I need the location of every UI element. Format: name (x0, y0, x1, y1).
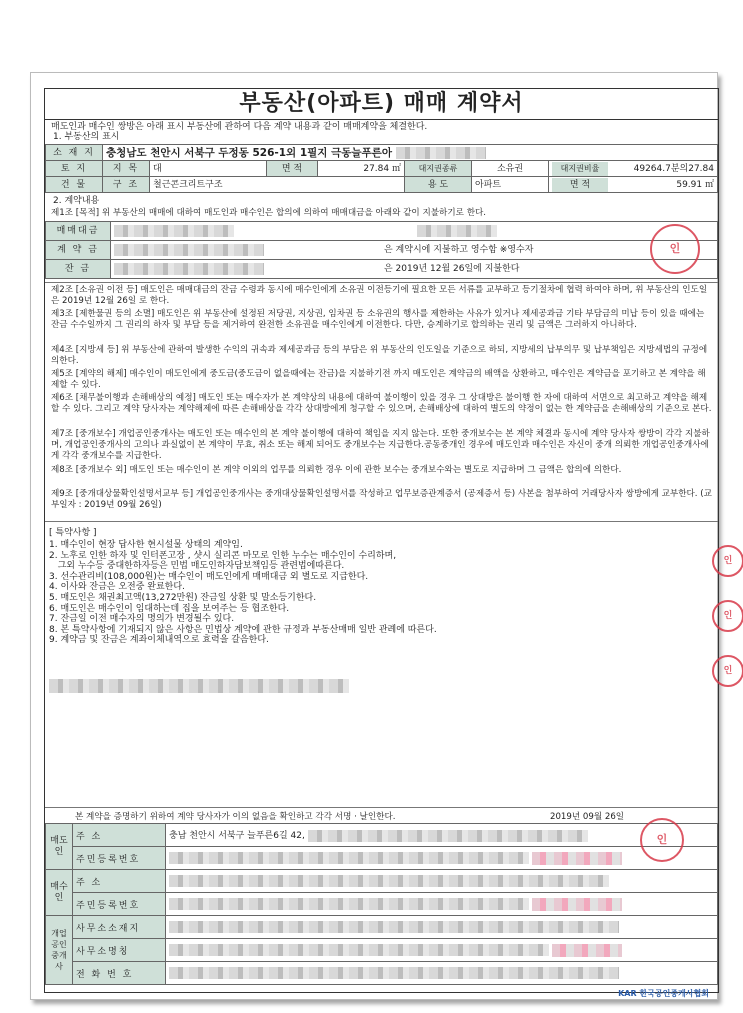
redacted-block (169, 944, 549, 956)
deposit-value (111, 241, 718, 260)
agent-office-name-value (166, 939, 718, 962)
intro-text: 매도인과 매수인 쌍방은 아래 표시 부동산에 관하여 다음 계약 내용과 같이 매매계약을 체결한다. (51, 122, 428, 132)
price-label: 매매대금 (46, 222, 111, 241)
sign-statement: 본 계약을 증명하기 위하여 계약 당사자가 이의 없음을 확인하고 각각 서명 · 날인한다. (75, 812, 396, 822)
redacted-stamp (532, 852, 622, 865)
red-seal-stamp-edge: 인 (712, 600, 743, 632)
buyer-id-label: 주민등록번호 (73, 893, 166, 916)
divider (45, 282, 718, 283)
redacted-block (49, 679, 349, 693)
association-logo: KAR 한국공인중개사협회 (618, 989, 709, 998)
balance-value (111, 260, 718, 279)
redacted-block (308, 830, 588, 842)
special-item: 4. 이사와 잔금은 오전중 완료한다. (49, 582, 185, 593)
agent-phone-value (166, 962, 718, 985)
special-item: 1. 매수인이 현장 답사한 현시설물 상태의 계약임. (49, 540, 243, 550)
price-value (111, 222, 718, 241)
balance-label: 잔 금 (46, 260, 111, 279)
agent-office-name-label: 사무소명칭 (73, 939, 166, 962)
article-9: 제9조 [중개대상물확인설명서교부 등] 개업공인중개사는 중개대상물확인설명서를 작성하고 업무보증관계증서 (공제증서 등) 사본을 첨부하여 거래당사자 쌍방에게 교부한다. (교부일자 : 2019년 09월 26일) (51, 489, 712, 510)
building-area-cell (549, 177, 718, 193)
red-seal-stamp-edge: 인 (712, 655, 743, 687)
special-item: 6. 매도인은 매수인이 임대하는데 집을 보여주는 등 협조한다. (49, 603, 290, 614)
special-item: 그외 누수등 중대한하자등은 민법 매도인하자담보책임등 관련법에따른다. (49, 561, 345, 572)
agent-office-address-label: 사무소소재지 (73, 916, 166, 939)
red-seal-stamp: 인 (650, 224, 700, 274)
redacted-block (169, 921, 619, 933)
seller-address-label: 주 소 (73, 824, 166, 847)
land-right-ratio-value: 49264.7분의27.84 (633, 163, 714, 174)
seller-id-value (166, 847, 718, 870)
red-seal-stamp: 인 (640, 818, 684, 862)
redacted-block (396, 147, 486, 159)
land-right-type-label: 대지권종류 (405, 161, 472, 177)
redacted-note (49, 675, 349, 694)
building-label: 건 물 (46, 177, 103, 193)
special-item: 5. 매도인은 채권최고액(13,272만원) 잔금일 상환 및 말소등기한다. (49, 592, 317, 603)
article-3: 제3조 [제한물권 등의 소멸] 매도인은 위 부동산에 설정된 저당권, 지상권, 임차권 등 소유권의 행사를 제한하는 사유가 있거나 제세공과금 기타 부담금의 미납 등이 있을 때에는 잔금 수수일까지 그 권리의 하자 및 부담 등을 제거하여 완전한 소유권을 매수인에게 이전한다. 다만, 승계하기로 합의하는 권리 및 금액은 그러하지 아니하다. (51, 309, 705, 330)
divider (45, 521, 718, 522)
article-2: 제2조 [소유권 이전 등] 매도인은 매매대금의 잔금 수령과 동시에 매수인에게 소유권 이전등기에 필요한 모든 서류를 교부하고 등기절차에 협력 하여야 하며, 위 부동산의 인도일은 2019년 12월 26일 로 한다. (51, 285, 708, 306)
article-6: 제6조 [채무불이행과 손해배상의 예정] 매도인 또는 매수자가 본 계약상의 내용에 대하여 불이행이 있을 경우 그 상대방은 불이행 한 자에 대하여 서면으로 최고하고 계약을 해제할 수 있다. 그리고 계약 당사자는 계약해제에 따른 손해배상을 각각 상대방에게 청구할 수 있으며, 손해배상에 대하여 별도의 약정이 없는 한 계약금을 손해배상의 기준으로 본다. (51, 393, 712, 414)
seller-id-label: 주민등록번호 (73, 847, 166, 870)
structure-value: 철근콘크리트구조 (150, 177, 405, 193)
location-label: 소 재 지 (46, 145, 103, 161)
red-seal-stamp-edge: 인 (712, 545, 743, 577)
building-area-value: 59.91 ㎡ (676, 179, 714, 190)
balance-text: 은 2019년 12월 26일에 지불한다 (384, 264, 520, 274)
agent-label: 개업공인중개사 (46, 916, 73, 985)
divider (45, 807, 718, 808)
land-right-ratio-cell (549, 161, 718, 177)
special-item: 2. 노후로 인한 하자 및 인터폰고장 , 샷시 실리콘 마모로 인한 누수는 매수인이 수리하며, (49, 550, 397, 561)
seller-address-value: 충남 천안시 서북구 늘푸른6길 42, (166, 824, 718, 847)
article-5: 제5조 [계약의 해제] 매수인이 매도인에게 중도금(중도금이 없을때에는 잔금)을 지불하기전 까지 매도인은 계약금의 배액을 상환하고, 매수인은 계약금을 포기하고 본 계약을 해제할 수 있다. (51, 369, 706, 390)
agent-office-address-value (166, 916, 718, 939)
building-area-label: 면 적 (552, 178, 608, 192)
section-property-heading: 1. 부동산의 표시 (53, 132, 120, 142)
special-item: 3. 선수관리비(108,000원)는 매수인이 매도인에게 매매대금 외 별도로 지급한다. (49, 571, 369, 582)
redacted-block (169, 898, 529, 910)
special-item: 7. 잔금일 이전 매수자의 명의가 변경될수 있다. (49, 614, 235, 625)
payment-table (45, 221, 718, 279)
special-terms-list (49, 540, 709, 646)
special-item: 9. 계약금 및 잔금은 계좌이체내역으로 효력을 갈음한다. (49, 635, 269, 646)
land-type-value: 대 (150, 161, 267, 177)
use-label: 용 도 (405, 177, 472, 193)
redacted-block (114, 225, 234, 237)
location-value: 충청남도 천안시 서북구 두정동 526-1외 1필지 극동늘푸른아 (103, 145, 718, 161)
article-1: 제1조 [목적] 위 부동산의 매매에 대하여 매도인과 매수인은 합의에 의하여 매매대금을 아래와 같이 지불하기로 한다. (51, 208, 487, 218)
area-label: 면 적 (267, 161, 318, 177)
special-terms-heading: [ 특약사항 ] (49, 528, 97, 538)
land-right-type-value: 소유권 (472, 161, 549, 177)
article-7: 제7조 [중개보수] 개업공인중개사는 매도인 또는 매수인의 본 계약 불이행에 대하여 책임을 지지 않는다. 또한 중개보수는 본 계약 체결과 동시에 계약 당사자 쌍방이 각각 지불하며, 개업공인중개사의 고의나 과실없이 본 계약이 무효, 취소 또는 해제 되어도 중개보수는 지급한다.공동중개인 경우에 매도인과 매수인은 자신이 중개 의뢰한 개업공인중개사에게 각각 중개보수를 지급한다. (51, 429, 710, 461)
redacted-block (169, 852, 529, 864)
area-value: 27.84 ㎡ (318, 161, 405, 177)
buyer-address-value (166, 870, 718, 893)
redacted-block (114, 263, 264, 275)
seller-label: 매도인 (46, 824, 73, 870)
document-title: 부동산(아파트) 매매 계약서 (45, 89, 718, 120)
deposit-label: 계 약 금 (46, 241, 111, 260)
redacted-block (169, 875, 609, 887)
buyer-id-value (166, 893, 718, 916)
redacted-block (169, 967, 619, 979)
redacted-stamp (532, 898, 622, 911)
parties-table (45, 823, 718, 985)
use-value: 아파트 (472, 177, 549, 193)
property-table (45, 144, 718, 193)
contract-document (44, 88, 719, 993)
article-4: 제4조 [지방세 등] 위 부동산에 관하여 발생한 수익의 귀속과 제세공과금 등의 부담은 위 부동산의 인도일을 기준으로 하되, 지방세의 납부의무 및 납부책임은 지방세법의 규정에 의한다. (51, 345, 708, 366)
special-item: 8. 본 특약사항에 기재되지 않은 사항은 민법상 계약에 관한 규정과 부동산매매 일반 관례에 따른다. (49, 624, 437, 635)
buyer-label: 매수인 (46, 870, 73, 916)
structure-label: 구 조 (103, 177, 150, 193)
redacted-block (114, 244, 264, 256)
redacted-stamp (552, 944, 622, 957)
sign-date: 2019년 09월 26일 (550, 812, 625, 822)
land-label: 토 지 (46, 161, 103, 177)
section-contract-heading: 2. 계약내용 (53, 196, 100, 206)
deposit-text: 은 계약시에 지불하고 영수함 ※영수자 (384, 245, 534, 255)
buyer-address-label: 주 소 (73, 870, 166, 893)
land-type-label: 지 목 (103, 161, 150, 177)
article-8: 제8조 [중개보수 외] 매도인 또는 매수인이 본 계약 이외의 업무를 의뢰한 경우 이에 관한 보수는 중개보수와는 별도로 지급하며 그 금액은 합의에 의한다. (51, 465, 622, 475)
land-right-ratio-label: 대지권비율 (552, 162, 608, 176)
agent-phone-label: 전 화 번 호 (73, 962, 166, 985)
redacted-block (417, 225, 497, 237)
